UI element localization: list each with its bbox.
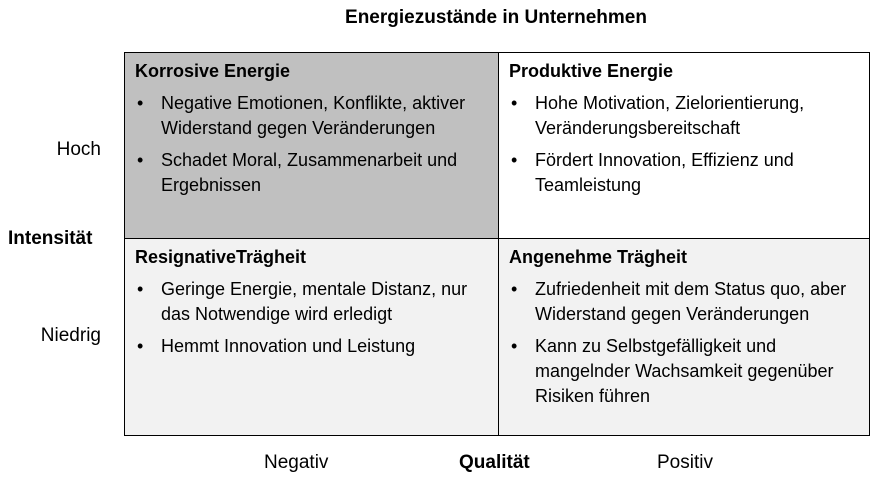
quadrant-korrosive-energie (125, 53, 499, 239)
bullet-dot: • (511, 279, 518, 299)
bullet-list (135, 91, 488, 198)
bullet-text: Schadet Moral, Zusammenarbeit und Ergebnissen (161, 150, 458, 195)
y-axis-low-label: Niedrig (40, 325, 101, 346)
bullet-list (135, 277, 488, 359)
quadrant-title: ResignativeTrägheit (135, 247, 307, 267)
x-axis-negative-label: Negativ (264, 452, 329, 473)
quadrant-title: Korrosive Energie (135, 61, 291, 81)
bullet-dot: • (137, 336, 144, 356)
bullet-list (509, 277, 859, 409)
bullet-item (509, 277, 859, 327)
quadrant-resignative-traegheit (125, 239, 499, 435)
bullet-text: Fördert Innovation, Effizienz und Teamleistung (535, 150, 794, 195)
bullet-text: Negative Emotionen, Konflikte, aktiver Widerstand gegen Veränderungen (161, 93, 466, 138)
bullet-item (135, 148, 488, 198)
bullet-list (509, 91, 859, 198)
bullet-item (135, 334, 488, 359)
bullet-dot: • (137, 279, 144, 299)
bullet-text: Hemmt Innovation und Leistung (161, 336, 416, 356)
quadrant-matrix (124, 52, 870, 436)
x-axis-title: Qualität (459, 452, 530, 473)
y-axis-title: Intensität (8, 228, 93, 249)
bullet-item (509, 91, 859, 141)
bullet-item (135, 91, 488, 141)
bullet-item (135, 277, 488, 327)
bullet-item (509, 148, 859, 198)
bullet-text: Geringe Energie, mentale Distanz, nur das Notwendige wird erledigt (161, 279, 468, 324)
y-axis-high-label: Hoch (56, 139, 101, 160)
quadrant-produktive-energie (499, 53, 869, 239)
quadrant-title: Produktive Energie (509, 61, 674, 81)
bullet-dot: • (511, 336, 518, 356)
bullet-text: Kann zu Selbstgefälligkeit und mangelnder Wachsamkeit gegenüber Risiken führen (535, 336, 834, 406)
bullet-text: Hohe Motivation, Zielorientierung, Veränderungsbereitschaft (535, 93, 805, 138)
bullet-item (509, 334, 859, 409)
bullet-dot: • (137, 93, 144, 113)
bullet-dot: • (137, 150, 144, 170)
bullet-dot: • (511, 93, 518, 113)
bullet-text: Zufriedenheit mit dem Status quo, aber Widerstand gegen Veränderungen (535, 279, 847, 324)
quadrant-title: Angenehme Trägheit (509, 247, 688, 267)
quadrant-angenehme-traegheit (499, 239, 869, 435)
diagram-title: Energiezustände in Unternehmen (345, 7, 647, 28)
x-axis-positive-label: Positiv (657, 452, 713, 473)
bullet-dot: • (511, 150, 518, 170)
